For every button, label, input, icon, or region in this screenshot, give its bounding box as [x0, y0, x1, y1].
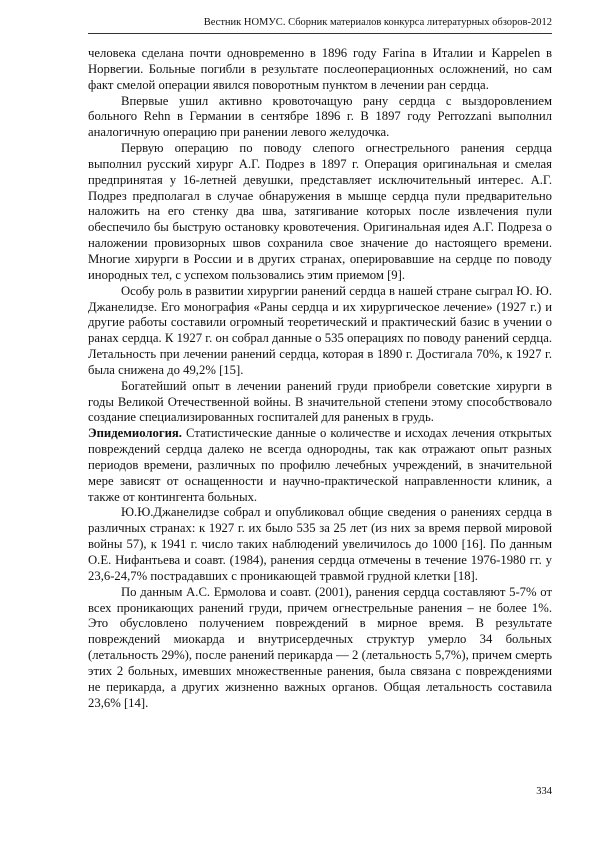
running-header: Вестник НОМУС. Сборник материалов конкурса литературных обзоров-2012	[88, 16, 552, 34]
paragraph-4: Особу роль в развитии хирургии ранений сердца в нашей стране сыграл Ю. Ю. Джанелидзе. Его монография «Раны сердца и их хирургическое лечение» (1927 г.) и другие работы составили огромный теоретический и практический базис в учении о ранах сердца. К 1927 г. он собрал данные о 535 операциях по поводу ранений сердца. Летальность при лечении ранений сердца, которая в 1890 г. Достигала 70%, к 1927 г. была снижена до 49,2% [15].	[88, 283, 552, 377]
page-number: 334	[536, 786, 552, 797]
paragraph-5: Богатейший опыт в лечении ранений груди приобрели советские хирурги в годы Великой Отечественной войны. В значительной степени этому способствовало создание специализированных госпиталей для раненых в грудь.	[88, 378, 552, 425]
paragraph-2: Впервые ушил активно кровоточащую рану сердца с выздоровлением больного Rehn в Германии в сентябре 1896 г. В 1897 году Perrozzani выполнил аналогичную операцию при ранении левого желудочка.	[88, 93, 552, 140]
section-title-epidemiology: Эпидемиология.	[88, 426, 182, 441]
paragraph-7: Ю.Ю.Джанелидзе собрал и опубликовал общие сведения о ранениях сердца в различных странах: к 1927 г. их было 535 за 25 лет (из них за время первой мировой войны 57), к 1941 г. число таких наблюдений увеличилось до 1000 [16]. По данным О.Е. Нифантьева и соавт. (1984), ранения сердца отмечены в течение 1976-1980 гг. у 23,6-24,7% пострадавших с проникающей травмой грудной клетки [18].	[88, 505, 552, 583]
article-body	[88, 46, 552, 711]
paragraph-epidemiology	[88, 426, 552, 505]
paragraph-3: Первую операцию по поводу слепого огнестрельного ранения сердца выполнил русский хирург А.Г. Подрез в 1897 г. Операция оригинальная и смелая предпринятая у 16-летней девушки, представляет исключительный интерес. А.Г. Подрез предполагал в случае обнаружения в мышце сердца пули предварительно наложить на его стенку два шва, затягивание которых после извлечения пули обеспечило бы быструю остановку кровотечения. Оригинальная идея А.Г. Подреза о наложении провизорных швов сохранила свое значение до настоящего времени. Многие хирурги в России и в других странах, оперировавшие на сердце по поводу инородных тел, с успехом пользовались этим приемом [9].	[88, 141, 552, 282]
paragraph-8: По данным А.С. Ермолова и соавт. (2001), ранения сердца составляют 5-7% от всех проникающих ранений груди, причем огнестрельные ранения – не более 1%. Это обусловлено получением повреждений в мирное время. В результате повреждений миокарда и внутрисердечных структур умерло 34 больных (летальность 29%), после ранений перикарда — 2 (летальность 5,7%), причем смерть этих 2 больных, имевших множественные ранения, была связана с повреждениями не перикарда, а других жизненно важных органов. Общая летальность составила 23,6% [14].	[88, 584, 552, 710]
paragraph-1: человека сделана почти одновременно в 1896 году Farina в Италии и Kappelen в Норвегии. Больные погибли в результате послеоперационных осложнений, но сам факт смелой операции явился поворотным пунктом в лечении ран сердца.	[88, 46, 552, 92]
paragraph-6: Статистические данные о количестве и исходах лечения открытых повреждений сердца далеко не всегда однородны, так как отражают опыт разных периодов времени, различных по профилю лечебных учреждений, в значительной мере зависят от оснащенности и научно-практической направленности клиник, а также от контингента больных.	[88, 426, 552, 504]
